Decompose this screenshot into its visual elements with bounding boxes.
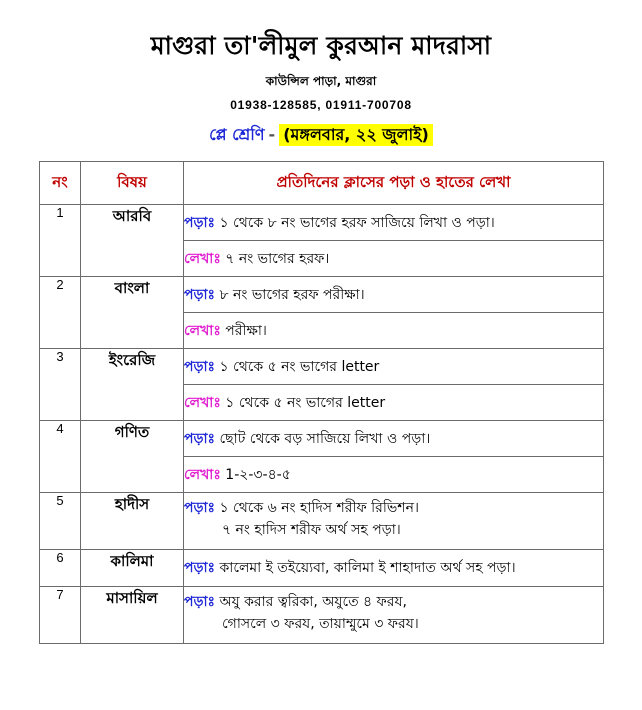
subject-name: গণিত xyxy=(81,421,184,493)
write-label: লেখাঃ xyxy=(184,250,221,267)
read-text: ১ থেকে ৮ নং ভাগের হরফ সাজিয়ে লিখা ও পড়া। xyxy=(219,214,495,231)
class-date: (মঙ্গলবার, ২২ জুলাই) xyxy=(279,124,433,146)
header-no: নং xyxy=(40,162,81,205)
read-task xyxy=(184,277,604,313)
write-text: পরীক্ষা। xyxy=(225,322,267,339)
write-text: ৭ নং ভাগের হরফ। xyxy=(225,250,330,267)
write-task xyxy=(184,313,604,349)
subject-name: ইংরেজি xyxy=(81,349,184,421)
subject-name: বাংলা xyxy=(81,277,184,349)
read-task xyxy=(184,421,604,457)
write-label: লেখাঃ xyxy=(184,466,221,483)
header-subject: বিষয় xyxy=(81,162,184,205)
table-row xyxy=(40,421,604,457)
write-task xyxy=(184,457,604,493)
table-row xyxy=(40,349,604,385)
row-number: 5 xyxy=(40,493,81,550)
subject-name: আরবি xyxy=(81,205,184,277)
row-number: 4 xyxy=(40,421,81,493)
read-text-line2: ৭ নং হাদিস শরীফ অর্থ সহ পড়া। xyxy=(222,522,401,538)
class-date-line xyxy=(0,122,642,148)
class-name: প্লে শ্রেণি xyxy=(209,125,265,144)
row-number: 2 xyxy=(40,277,81,349)
separator: - xyxy=(268,125,276,144)
write-label: লেখাঃ xyxy=(184,394,221,411)
row-number: 1 xyxy=(40,205,81,277)
table-row xyxy=(40,205,604,241)
read-label: পড়াঃ xyxy=(184,214,216,231)
header-task: প্রতিদিনের ক্লাসের পড়া ও হাতের লেখা xyxy=(184,162,604,205)
read-task xyxy=(184,205,604,241)
read-task xyxy=(184,550,604,587)
school-name: মাগুরা তা'লীমুল কুরআন মাদরাসা xyxy=(150,31,492,60)
phone-numbers: 01938-128585, 01911-700708 xyxy=(230,98,412,112)
row-number: 7 xyxy=(40,587,81,644)
write-text: 1-২-৩-৪-৫ xyxy=(225,466,291,483)
read-text-line2: গোসলে ৩ ফরয, তায়াম্মুমে ৩ ফরয। xyxy=(222,616,419,632)
table-header-row xyxy=(40,162,604,205)
subject-name: মাসায়িল xyxy=(81,587,184,644)
write-text: ১ থেকে ৫ নং ভাগের letter xyxy=(225,394,386,411)
write-task xyxy=(184,385,604,421)
read-text: ৮ নং ভাগের হরফ পরীক্ষা। xyxy=(219,286,365,303)
row-number: 3 xyxy=(40,349,81,421)
read-label: পড়াঃ xyxy=(184,358,216,375)
read-task xyxy=(184,587,604,644)
read-text: ছোট থেকে বড় সাজিয়ে লিখা ও পড়া। xyxy=(219,430,431,447)
write-task xyxy=(184,241,604,277)
table-row xyxy=(40,587,604,644)
read-text: কালেমা ই তইয়্যেবা, কালিমা ই শাহাদাত অর্থ সহ পড়া। xyxy=(219,560,516,576)
read-text: ১ থেকে ৬ নং হাদিস শরীফ রিভিশন। xyxy=(219,500,419,516)
read-label: পড়াঃ xyxy=(184,430,216,447)
school-address: কাউন্সিল পাড়া, মাগুরা xyxy=(265,74,377,88)
write-label: লেখাঃ xyxy=(184,322,221,339)
read-text: অযু করার ত্বরিকা, অযুতে ৪ ফরয, xyxy=(219,594,408,610)
read-label: পড়াঃ xyxy=(184,286,216,303)
table-row xyxy=(40,493,604,550)
read-text: ১ থেকে ৫ নং ভাগের letter xyxy=(219,358,380,375)
read-label: পড়াঃ xyxy=(184,560,216,576)
read-task xyxy=(184,493,604,550)
subject-name: কালিমা xyxy=(81,550,184,587)
read-label: পড়াঃ xyxy=(184,594,216,610)
read-task xyxy=(184,349,604,385)
read-label: পড়াঃ xyxy=(184,500,216,516)
row-number: 6 xyxy=(40,550,81,587)
table-row xyxy=(40,277,604,313)
table-row xyxy=(40,550,604,587)
routine-table xyxy=(39,161,604,644)
subject-name: হাদীস xyxy=(81,493,184,550)
